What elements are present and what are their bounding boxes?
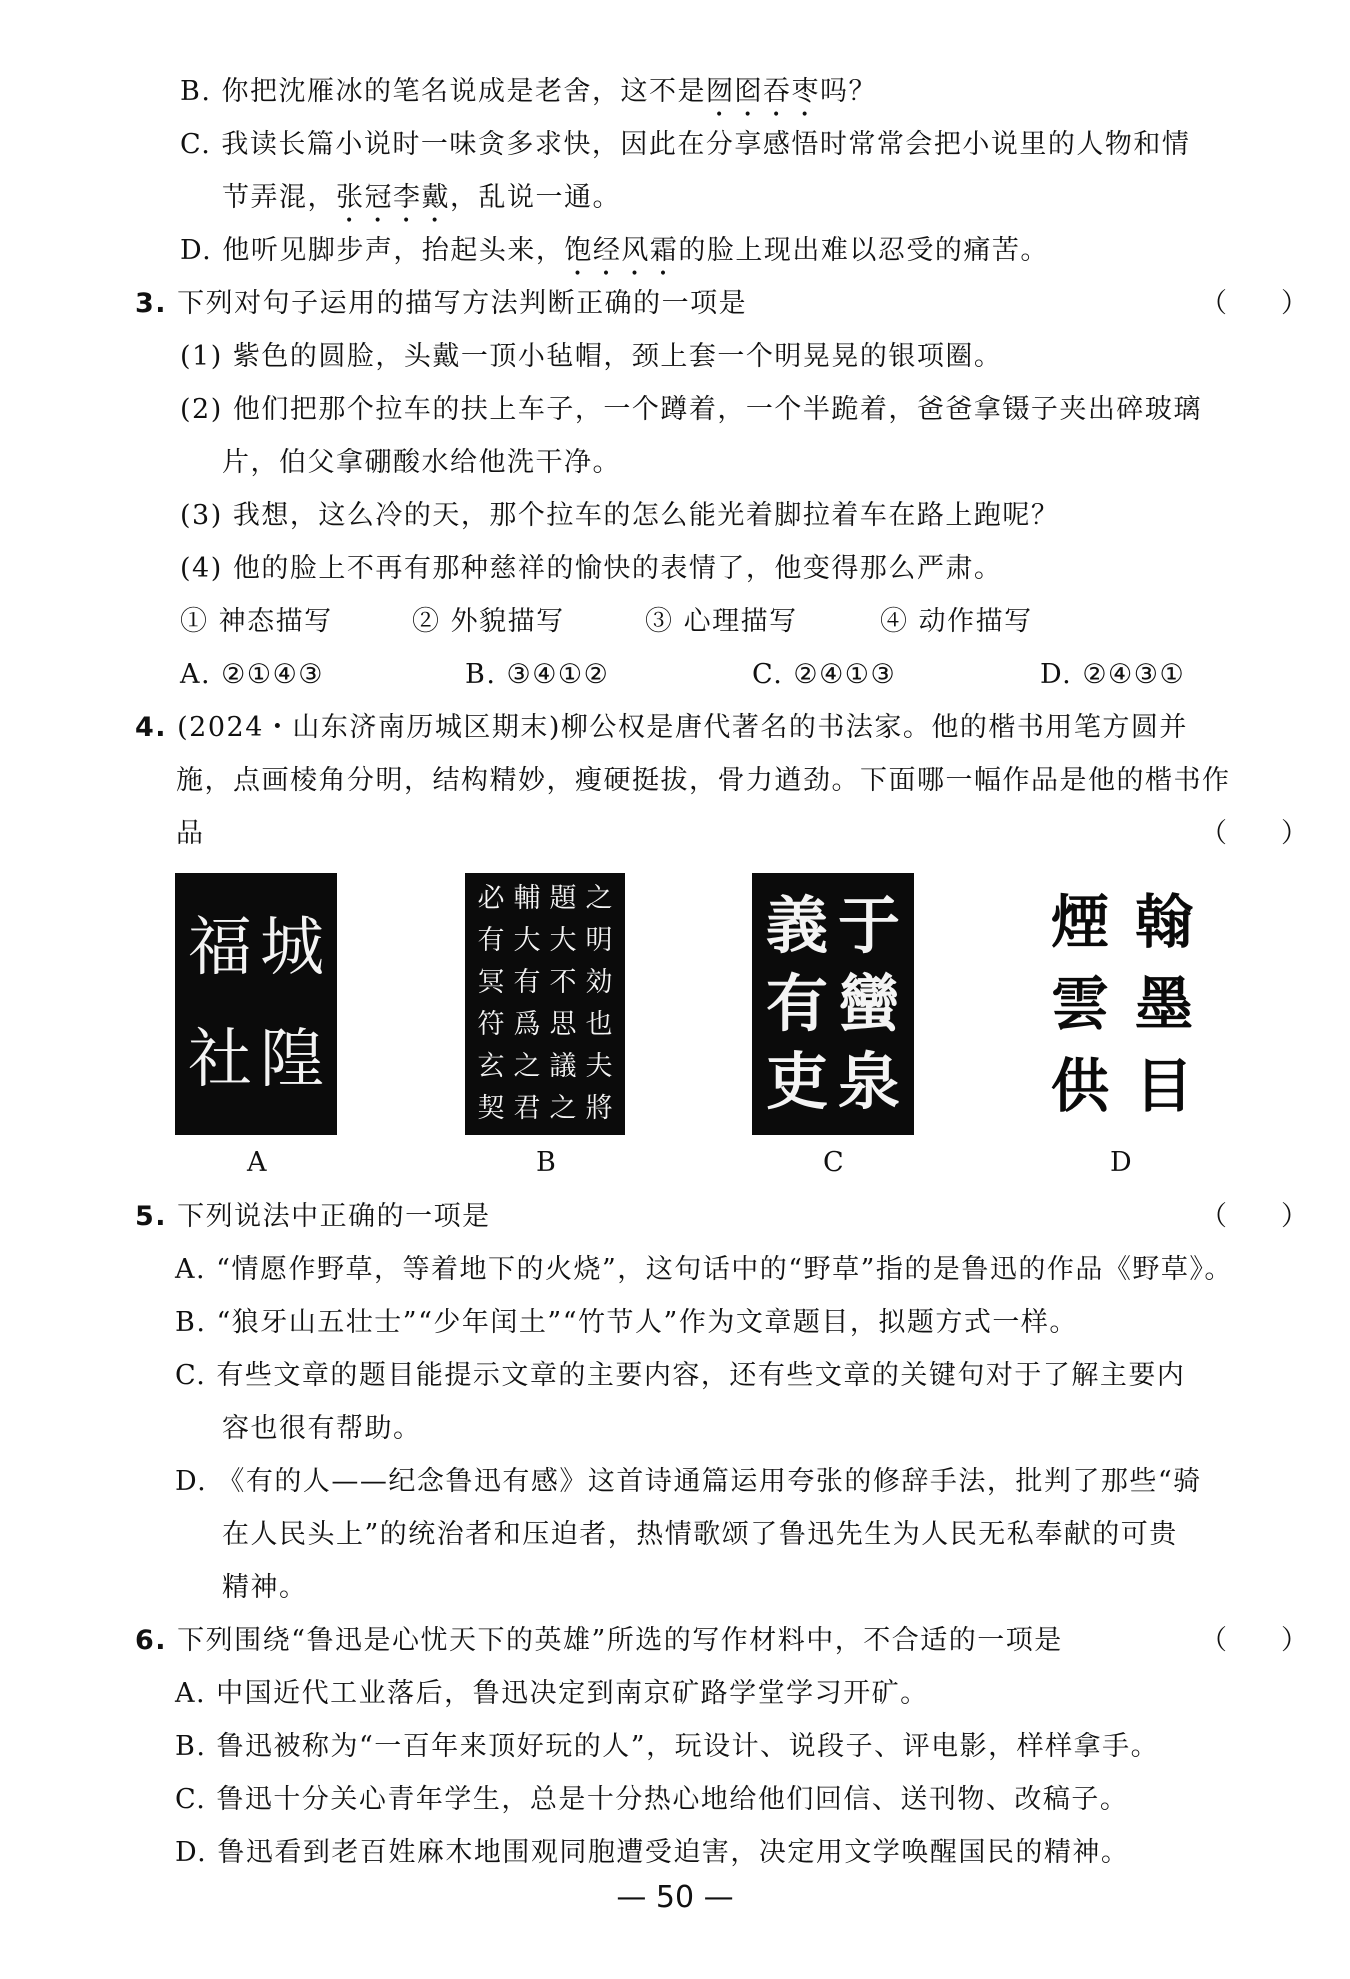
q3-stem xyxy=(135,284,747,324)
calligraphy-char: 冥 xyxy=(477,967,505,998)
q3-method-4: ④ 动作描写 xyxy=(880,606,1033,637)
calligraphy-image-b[interactable] xyxy=(465,873,625,1135)
calligraphy-char: 于 xyxy=(837,889,900,962)
q6-stem-text: 下列围绕“鲁迅是心忧天下的英雄”所选的写作材料中，不合适的一项是 xyxy=(177,1625,1063,1656)
q4-stem-line3: 品 xyxy=(176,818,205,849)
q3-option-c[interactable]: C. ②④①③ xyxy=(752,659,897,690)
calligraphy-char: 福 xyxy=(188,911,252,985)
q2-option-d xyxy=(180,231,1049,282)
calligraphy-char: 題 xyxy=(549,883,577,914)
q3-sentence-2-line2: 片，伯父拿硼酸水给他洗干净。 xyxy=(222,447,621,478)
image-a-caption: A xyxy=(247,1147,267,1178)
calligraphy-image-d[interactable] xyxy=(1032,873,1212,1135)
calligraphy-char: 社 xyxy=(188,1023,252,1097)
calligraphy-char: 輔 xyxy=(513,883,541,914)
image-d-caption: D xyxy=(1110,1147,1132,1178)
q6-number: 6. xyxy=(135,1625,168,1656)
q3-option-a[interactable]: A. ②①④③ xyxy=(180,659,324,690)
image-c-caption: C xyxy=(823,1147,844,1178)
calligraphy-char: 明 xyxy=(585,925,613,956)
q2-option-d-tail: 的脸上现出难以忍受的痛苦。 xyxy=(678,235,1049,266)
q2-option-c-tail: ，乱说一通。 xyxy=(450,182,621,213)
q3-option-b[interactable]: B. ③④①② xyxy=(465,659,610,690)
calligraphy-char: 目 xyxy=(1134,1052,1193,1120)
q3-sentence-4: (4) 他的脸上不再有那种慈祥的愉快的表情了，他变得那么严肃。 xyxy=(180,553,1003,584)
calligraphy-char: 泉 xyxy=(837,1045,900,1118)
q2-option-d-idiom: 饱经风霜 xyxy=(564,235,679,266)
q5-option-d-line1[interactable]: D. 《有的人——纪念鲁迅有感》这首诗通篇运用夸张的修辞手法，批判了那些“骑 xyxy=(175,1466,1202,1497)
calligraphy-char: 玄 xyxy=(477,1051,505,1082)
calligraphy-char: 雲 xyxy=(1050,970,1109,1038)
q2-option-b-text: B. 你把沈雁冰的笔名说成是老舍，这不是 xyxy=(180,76,707,107)
q3-sentence-1: (1) 紫色的圆脸，头戴一顶小毡帽，颈上套一个明晃晃的银项圈。 xyxy=(180,341,1003,372)
q5-option-a[interactable]: A. “情愿作野草，等着地下的火烧”，这句话中的“野草”指的是鲁迅的作品《野草》。 xyxy=(175,1254,1233,1285)
q3-method-3: ③ 心理描写 xyxy=(645,606,798,637)
calligraphy-char: 也 xyxy=(585,1009,613,1040)
q3-answer-blank[interactable]: （ ） xyxy=(1200,288,1308,319)
calligraphy-char: 隍 xyxy=(260,1023,324,1097)
calligraphy-char: 必 xyxy=(477,883,505,914)
q2-option-b-tail: 吗？ xyxy=(820,76,878,107)
q3-stem-text: 下列对句子运用的描写方法判断正确的一项是 xyxy=(177,288,748,319)
q4-stem-text: (2024・山东济南历城区期末)柳公权是唐代著名的书法家。他的楷书用笔方圆并 xyxy=(177,712,1188,743)
calligraphy-char: 夫 xyxy=(585,1051,613,1082)
q4-answer-blank[interactable]: （ ） xyxy=(1200,818,1308,849)
calligraphy-image-a[interactable] xyxy=(175,873,337,1135)
calligraphy-char: 爲 xyxy=(513,1009,541,1040)
q6-option-d[interactable]: D. 鲁迅看到老百姓麻木地围观同胞遭受迫害，决定用文学唤醒国民的精神。 xyxy=(175,1837,1130,1868)
calligraphy-char: 吏 xyxy=(765,1045,828,1118)
q5-option-c-line2: 容也很有帮助。 xyxy=(222,1413,422,1444)
q3-option-d[interactable]: D. ②④③① xyxy=(1040,659,1186,690)
q3-sentence-2-line1: (2) 他们把那个拉车的扶上车子，一个蹲着，一个半跪着，爸爸拿镊子夹出碎玻璃 xyxy=(180,394,1202,425)
q6-option-c[interactable]: C. 鲁迅十分关心青年学生，总是十分热心地给他们回信、送刊物、改稿子。 xyxy=(175,1784,1129,1815)
calligraphy-char: 大 xyxy=(549,925,577,956)
calligraphy-char: 不 xyxy=(549,967,577,998)
q5-answer-blank[interactable]: （ ） xyxy=(1200,1201,1308,1232)
q3-method-2: ② 外貌描写 xyxy=(412,606,565,637)
q3-sentence-3: (3) 我想，这么冷的天，那个拉车的怎么能光着脚拉着车在路上跑呢？ xyxy=(180,500,1060,531)
calligraphy-char: 有 xyxy=(765,967,828,1040)
q6-option-b[interactable]: B. 鲁迅被称为“一百年来顶好玩的人”，玩设计、说段子、评电影，样样拿手。 xyxy=(175,1731,1160,1762)
q3-method-1: ① 神态描写 xyxy=(180,606,333,637)
calligraphy-char: 有 xyxy=(477,925,505,956)
q2-option-c-idiom: 张冠李戴 xyxy=(336,182,450,213)
q4-stem-line1 xyxy=(135,708,1188,748)
q5-number: 5. xyxy=(135,1201,168,1232)
q2-option-d-text: D. 他听见脚步声，抬起头来， xyxy=(180,235,565,266)
q5-option-c-line1[interactable]: C. 有些文章的题目能提示文章的主要内容，还有些文章的关键句对于了解主要内 xyxy=(175,1360,1186,1391)
image-b-caption: B xyxy=(536,1147,556,1178)
q2-option-b xyxy=(180,72,877,123)
calligraphy-char: 之 xyxy=(549,1093,577,1124)
q6-answer-blank[interactable]: （ ） xyxy=(1200,1625,1308,1656)
calligraphy-char: 君 xyxy=(513,1093,541,1124)
calligraphy-char: 議 xyxy=(549,1051,577,1082)
calligraphy-char: 煙 xyxy=(1050,888,1109,956)
calligraphy-char: 將 xyxy=(585,1093,613,1124)
calligraphy-char: 効 xyxy=(585,967,613,998)
q6-option-a[interactable]: A. 中国近代工业落后，鲁迅决定到南京矿路学堂学习开矿。 xyxy=(175,1678,929,1709)
calligraphy-char: 之 xyxy=(585,883,613,914)
calligraphy-char: 有 xyxy=(513,967,541,998)
calligraphy-char: 城 xyxy=(260,911,324,985)
calligraphy-char: 符 xyxy=(477,1009,505,1040)
q4-number: 4. xyxy=(135,712,168,743)
q6-stem xyxy=(135,1621,1063,1661)
q5-option-b[interactable]: B. “狼牙山五壮士”“少年闰土”“竹节人”作为文章题目，拟题方式一样。 xyxy=(175,1307,1078,1338)
calligraphy-char: 翰 xyxy=(1134,888,1193,956)
q2-option-c-text: 节弄混， xyxy=(222,182,336,213)
calligraphy-char: 墨 xyxy=(1134,970,1193,1038)
calligraphy-char: 蠻 xyxy=(837,967,900,1040)
q5-option-d-line3: 精神。 xyxy=(222,1572,308,1603)
q5-stem-text: 下列说法中正确的一项是 xyxy=(177,1201,491,1232)
q2-option-c-line1: C. 我读长篇小说时一味贪多求快，因此在分享感悟时常常会把小说里的人物和情 xyxy=(180,129,1191,160)
q2-option-b-idiom: 囫囵吞枣 xyxy=(706,76,821,107)
q4-stem-line2: 施，点画棱角分明，结构精妙，瘦硬挺拔，骨力遒劲。下面哪一幅作品是他的楷书作 xyxy=(176,765,1231,796)
calligraphy-char: 義 xyxy=(765,889,828,962)
page-number: — 50 — xyxy=(616,1880,734,1915)
calligraphy-char: 大 xyxy=(513,925,541,956)
calligraphy-char: 契 xyxy=(477,1093,505,1124)
calligraphy-char: 供 xyxy=(1050,1052,1109,1120)
q5-option-d-line2: 在人民头上”的统治者和压迫者，热情歌颂了鲁迅先生为人民无私奉献的可贵 xyxy=(222,1519,1178,1550)
calligraphy-image-c[interactable] xyxy=(752,873,914,1135)
calligraphy-char: 之 xyxy=(513,1051,541,1082)
q2-option-c-line2 xyxy=(222,178,621,229)
calligraphy-char: 思 xyxy=(549,1009,577,1040)
q3-number: 3. xyxy=(135,288,168,319)
q5-stem xyxy=(135,1197,491,1237)
